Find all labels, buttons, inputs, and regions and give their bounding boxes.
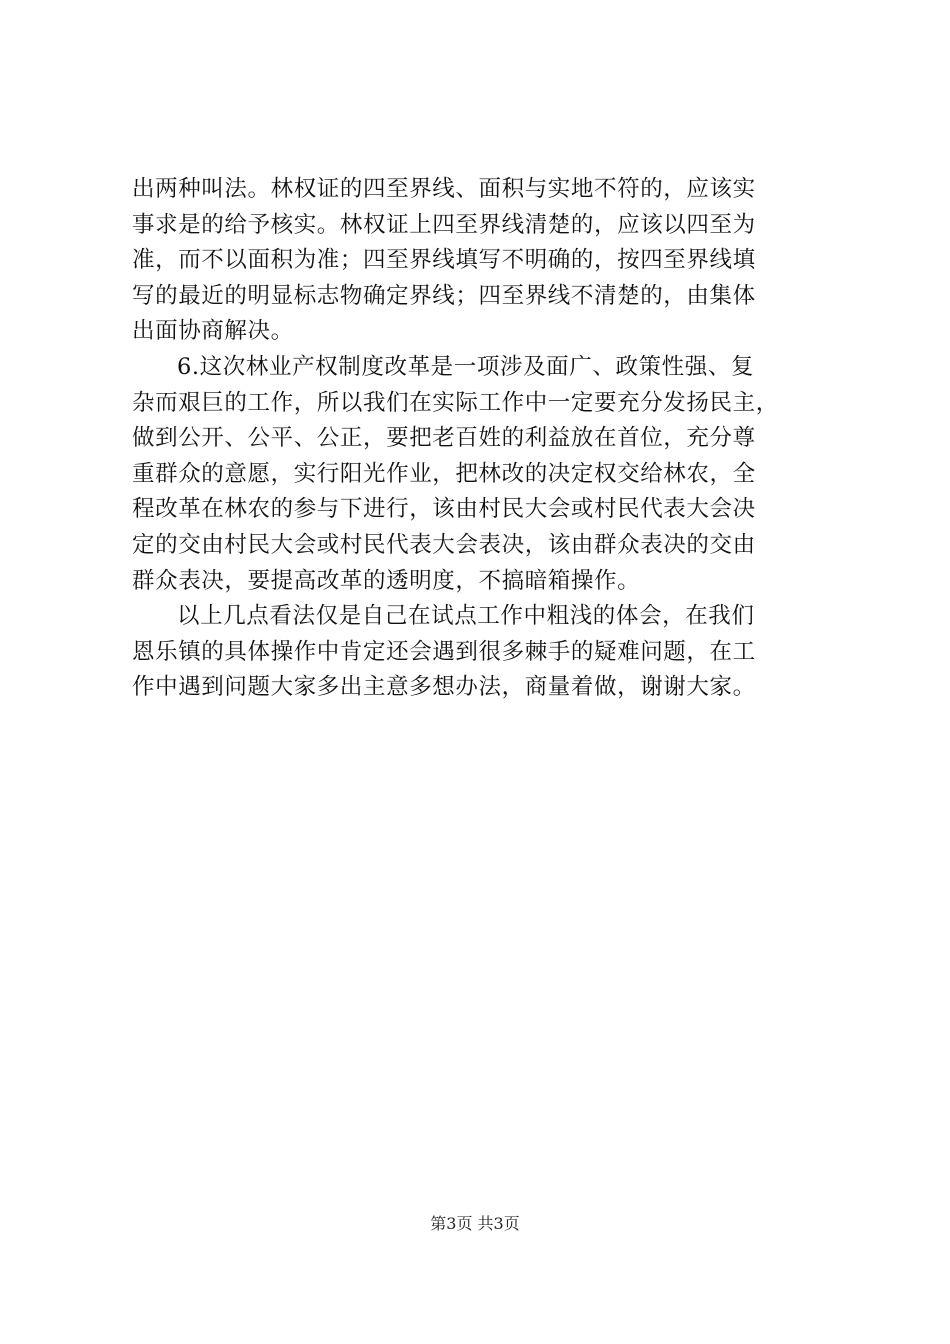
- text-line: 出面协商解决。: [132, 318, 294, 345]
- text-line: 程改革在林农的参与下进行，该由村民大会或村民代表大会决: [132, 496, 756, 523]
- text-line: 出两种叫法。林权证的四至界线、面积与实地不符的，应该实: [132, 176, 756, 202]
- text-line: 事求是的给予核实。林权证上四至界线清楚的，应该以四至为: [132, 211, 756, 238]
- text-line: 重群众的意愿，实行阳光作业，把林改的决定权交给林农，全: [132, 460, 756, 487]
- text-line: 准，而不以面积为准；四至界线填写不明确的，按四至界线填: [132, 247, 756, 274]
- page-footer: [0, 1214, 950, 1234]
- text-line: 定的交由村民大会或村民代表大会表决，该由群众表决的交由: [132, 531, 756, 558]
- text-line: 写的最近的明显标志物确定界线；四至界线不清楚的，由集体: [132, 282, 756, 309]
- page-number-label: 第3页 共3页: [430, 1214, 520, 1233]
- text-line: 作中遇到问题大家多出主意多想办法，商量着做，谢谢大家。: [132, 674, 756, 701]
- text-line: 做到公开、公平、公正，要把老百姓的利益放在首位，充分尊: [132, 425, 756, 452]
- paragraph-start-line: 以上几点看法仅是自己在试点工作中粗浅的体会，在我们: [177, 603, 755, 630]
- paragraph-start-line: 6.这次林业产权制度改革是一项涉及面广、政策性强、复: [177, 353, 755, 380]
- text-line: 杂而艰巨的工作，所以我们在实际工作中一定要充分发扬民主，: [132, 389, 779, 416]
- text-line: 恩乐镇的具体操作中肯定还会遇到很多棘手的疑难问题，在工: [132, 638, 756, 665]
- text-line: 群众表决，要提高改革的透明度，不搞暗箱操作。: [132, 567, 641, 594]
- document-body: [132, 172, 832, 706]
